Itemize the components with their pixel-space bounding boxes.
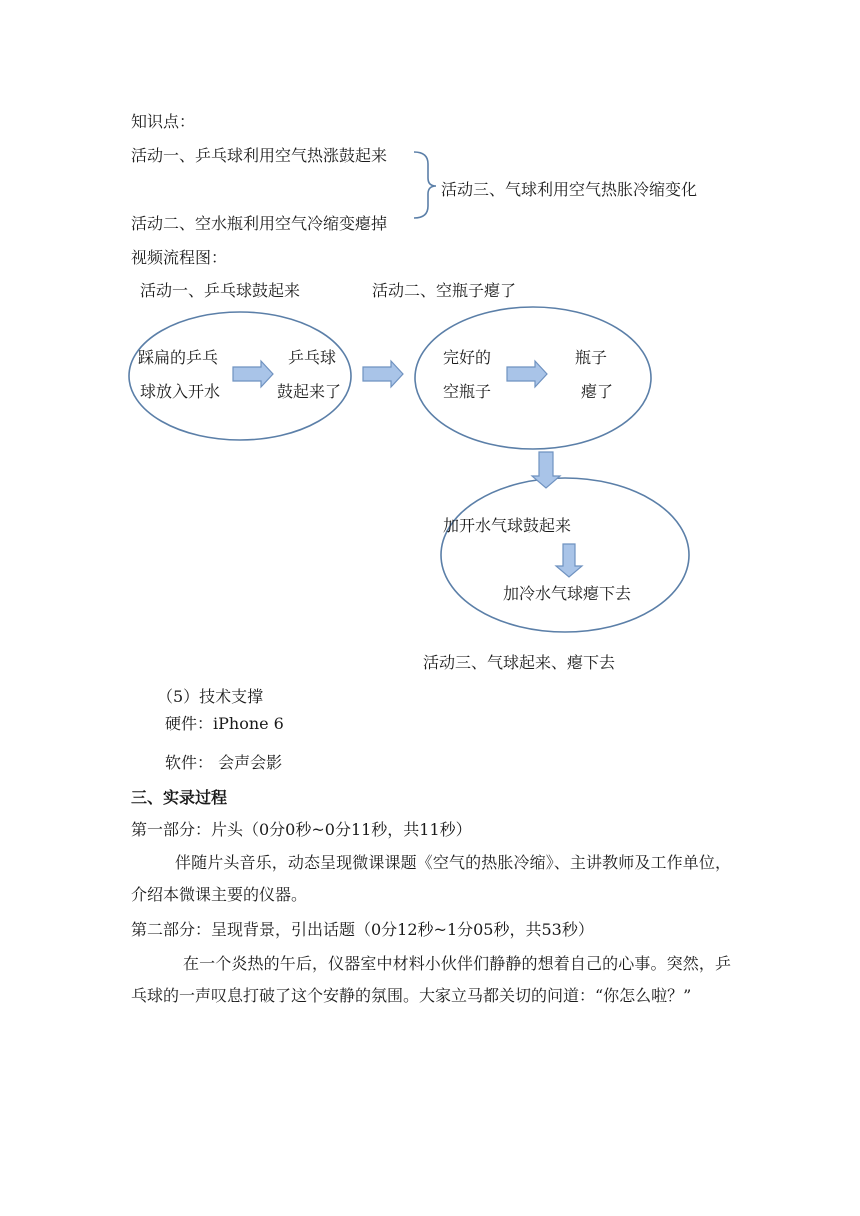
part1-title: 第一部分：片头（0分0秒~0分11秒，共11秒） xyxy=(131,820,472,839)
arrow-down-to-e3 xyxy=(532,452,560,488)
e2-left-line2: 空瓶子 xyxy=(443,382,492,401)
arrow-right-e2 xyxy=(507,361,547,387)
part2-paragraph: 在一个炎热的午后，仪器室中材料小伙伴们静静的想着自己的心事。突然，乒乓球的一声叹息打破了这个安静的氛围。大家立马都关切的问道：“你怎么啦？” xyxy=(131,954,731,1005)
hardware-text: 硬件：iPhone 6 xyxy=(165,714,284,733)
activity3-text: 活动三、气球利用空气热胀冷缩变化 xyxy=(441,180,698,199)
e3-top-text: 加开水气球鼓起来 xyxy=(443,516,572,535)
e2-left-line1: 完好的 xyxy=(443,348,492,367)
part1-paragraph: 伴随片头音乐，动态呈现微课课题《空气的热胀冷缩》、主讲教师及工作单位，介绍本微课主要的仪器。 xyxy=(131,853,731,904)
part2-title: 第二部分：呈现背景，引出话题（0分12秒~1分05秒，共53秒） xyxy=(131,920,594,939)
e1-left-line1: 踩扁的乒乓 xyxy=(138,348,219,367)
arrow-down-in-e3 xyxy=(556,544,582,577)
arrow-right-e1 xyxy=(233,361,273,387)
flow-label-activity1: 活动一、乒乓球鼓起来 xyxy=(140,281,301,300)
e1-right-line1: 乒乓球 xyxy=(288,348,337,367)
brace-shape xyxy=(414,152,436,218)
activity1-text: 活动一、乒乓球利用空气热涨鼓起来 xyxy=(131,146,388,165)
flow-label-activity3: 活动三、气球起来、瘪下去 xyxy=(423,653,616,672)
e2-right-line2: 瘪了 xyxy=(581,382,614,401)
knowledge-heading: 知识点： xyxy=(131,112,196,131)
e2-right-line1: 瓶子 xyxy=(575,348,608,367)
e3-bottom-text: 加冷水气球瘪下去 xyxy=(503,584,632,603)
e1-right-line2: 鼓起来了 xyxy=(277,382,342,401)
section3-heading: 三、实录过程 xyxy=(131,788,228,807)
support-heading: （5）技术支撑 xyxy=(157,687,264,706)
software-text: 软件： 会声会影 xyxy=(165,753,283,772)
activity2-text: 活动二、空水瓶利用空气冷缩变瘪掉 xyxy=(131,214,388,233)
e1-left-line2: 球放入开水 xyxy=(140,382,221,401)
flow-heading: 视频流程图： xyxy=(131,248,228,267)
flow-label-activity2: 活动二、空瓶子瘪了 xyxy=(372,281,517,300)
arrow-right-between xyxy=(363,361,403,387)
